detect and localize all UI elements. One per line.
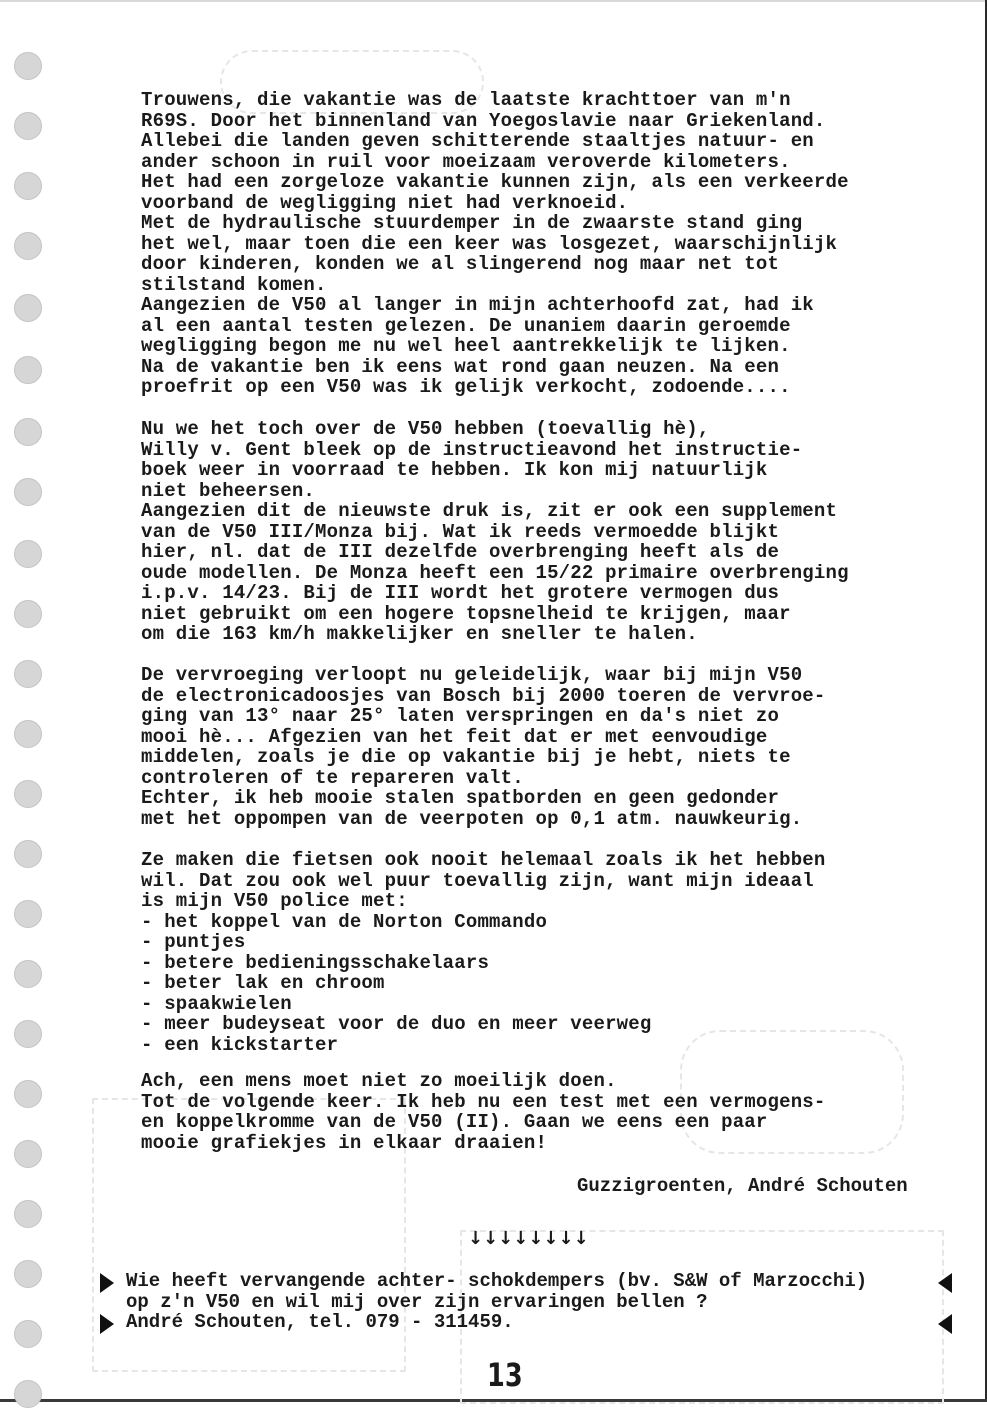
paragraph-ideal-bike (141, 850, 921, 1055)
text-line: boek weer in voorraad te hebben. Ik kon mij natuurlijk (141, 459, 768, 481)
binder-hole (14, 1140, 42, 1168)
binder-hole (14, 1320, 42, 1348)
binder-hole (14, 112, 42, 140)
text-line: wil. Dat zou ook wel puur toevallig zijn, want mijn ideaal (141, 869, 814, 892)
text-line: de electronicadoosjes van Bosch bij 2000 toeren de vervroe- (141, 684, 826, 707)
text-line: het wel, maar toen die een keer was losgezet, waarschijnlijk (141, 232, 838, 255)
list-item: - beter lak en chroom (141, 972, 385, 994)
binder-hole (14, 232, 42, 260)
text-line: Allebei die landen geven schitterende staaltjes natuur- en (141, 130, 814, 152)
text-line: Willy v. Gent bleek op de instructieavond het instructie- (141, 438, 803, 461)
text-line: met het oppompen van de veerpoten op 0,1 atm. nauwkeurig. (141, 807, 803, 830)
binder-hole (14, 478, 42, 506)
binder-hole (14, 418, 42, 446)
text-line: stilstand komen. (141, 273, 327, 296)
binder-hole (14, 840, 42, 868)
text-line: om die 163 km/h makkelijker en sneller te halen. (141, 623, 698, 645)
list-item: - betere bedieningsschakelaars (141, 951, 490, 974)
paragraph-closing (141, 1071, 921, 1153)
text-line: Ze maken die fietsen ook nooit helemaal zoals ik het hebben (141, 849, 826, 871)
binder-hole (14, 1080, 42, 1108)
text-line: ging van 13° naar 25° laten verspringen en da's niet zo (141, 705, 780, 727)
author-signature: Guzzigroenten, André Schouten (577, 1175, 908, 1197)
text-line: op z'n V50 en wil mij over zijn ervaringen bellen ? (126, 1290, 708, 1313)
binder-hole (14, 600, 42, 628)
binder-holes (14, 0, 44, 1402)
text-line: niet gebruikt om een hogere topsnelheid te krijgen, maar (141, 602, 791, 625)
list-item: - meer budeyseat voor de duo en meer veerweg (141, 1013, 652, 1035)
paragraph-instruction-book (141, 419, 921, 645)
text-line: van de V50 III/Monza bij. Wat ik reeds vermoedde blijkt (141, 520, 780, 543)
text-line: oude modellen. De Monza heeft een 15/22 primaire overbrenging (141, 561, 849, 584)
binder-hole (14, 1020, 42, 1048)
binder-hole (14, 660, 42, 688)
down-arrows-icon: ↓↓↓↓↓↓↓↓ (468, 1228, 589, 1249)
text-line: middelen, zoals je die op vakantie bij je hebt, niets te (141, 746, 791, 768)
text-line: niet beheersen. (141, 479, 316, 502)
binder-hole (14, 172, 42, 200)
text-line: R69S. Door het binnenland van Yoegoslavie naar Griekenland. (141, 109, 826, 132)
request-notice (126, 1271, 946, 1333)
text-line: Nu we het toch over de V50 hebben (toevallig hè), (141, 418, 710, 440)
binder-hole (14, 720, 42, 748)
text-line: mooi hè... Afgezien van het feit dat er met eenvoudige (141, 725, 768, 748)
page-top-edge (0, 0, 987, 2)
list-item: - spaakwielen (141, 992, 292, 1015)
text-line: voorband de wegligging niet had verknoeid. (141, 191, 629, 214)
text-line: Trouwens, die vakantie was de laatste krachttoer van m'n (141, 89, 791, 111)
list-item: - het koppel van de Norton Commando (141, 910, 548, 933)
text-line: De vervroeging verloopt nu geleidelijk, waar bij mijn V50 (141, 664, 803, 686)
text-line: André Schouten, tel. 079 - 311459. (126, 1311, 514, 1333)
paragraph-ignition (141, 665, 921, 829)
list-item: - puntjes (141, 931, 246, 953)
text-line: hier, nl. dat de III dezelfde overbrenging heeft als de (141, 541, 780, 563)
text-line: proefrit op een V50 was ik gelijk verkocht, zodoende.... (141, 376, 791, 398)
text-line: Aangezien de V50 al langer in mijn achterhoofd zat, had ik (141, 294, 814, 316)
text-line: Na de vakantie ben ik eens wat rond gaan neuzen. Na een (141, 355, 780, 378)
text-line: Echter, ik heb mooie stalen spatborden en geen gedonder (141, 787, 780, 809)
paragraph-vacation (141, 90, 921, 398)
text-line: Met de hydraulische stuurdemper in de zwaarste stand ging (141, 212, 803, 234)
text-line: door kinderen, konden we al slingerend nog maar net tot (141, 253, 780, 275)
text-line: Aangezien dit de nieuwste druk is, zit er ook een supplement (141, 500, 838, 522)
text-line: en koppelkromme van de V50 (II). Gaan we eens een paar (141, 1111, 768, 1133)
binder-hole (14, 1380, 42, 1408)
binder-hole (14, 960, 42, 988)
text-line: mooie grafiekjes in elkaar draaien! (141, 1131, 548, 1154)
text-line: Ach, een mens moet niet zo moeilijk doen. (141, 1070, 617, 1092)
text-line: i.p.v. 14/23. Bij de III wordt het grotere vermogen dus (141, 582, 780, 604)
text-line: al een aantal testen gelezen. De unaniem daarin geroemde (141, 314, 791, 337)
text-line: wegligging begon me nu wel heel aantrekkelijk te lijken. (141, 335, 791, 357)
binder-hole (14, 780, 42, 808)
text-line: Tot de volgende keer. Ik heb nu een test met een vermogens- (141, 1090, 826, 1113)
list-item: - een kickstarter (141, 1033, 339, 1056)
text-line: Het had een zorgeloze vakantie kunnen zijn, als een verkeerde (141, 171, 849, 193)
binder-hole (14, 356, 42, 384)
binder-hole (14, 1200, 42, 1228)
text-line: Wie heeft vervangende achter- schokdempers (bv. S&W of Marzocchi) (126, 1270, 868, 1292)
binder-hole (14, 294, 42, 322)
right-pointer-icon (100, 1314, 114, 1334)
binder-hole (14, 900, 42, 928)
binder-hole (14, 540, 42, 568)
binder-hole (14, 52, 42, 80)
right-pointer-icon (100, 1273, 114, 1293)
page-number: 13 (487, 1356, 523, 1394)
text-line: ander schoon in ruil voor moeizaam veroverde kilometers. (141, 150, 791, 173)
text-line: controleren of te repareren valt. (141, 766, 524, 789)
binder-hole (14, 1260, 42, 1288)
text-line: is mijn V50 police met: (141, 890, 408, 912)
